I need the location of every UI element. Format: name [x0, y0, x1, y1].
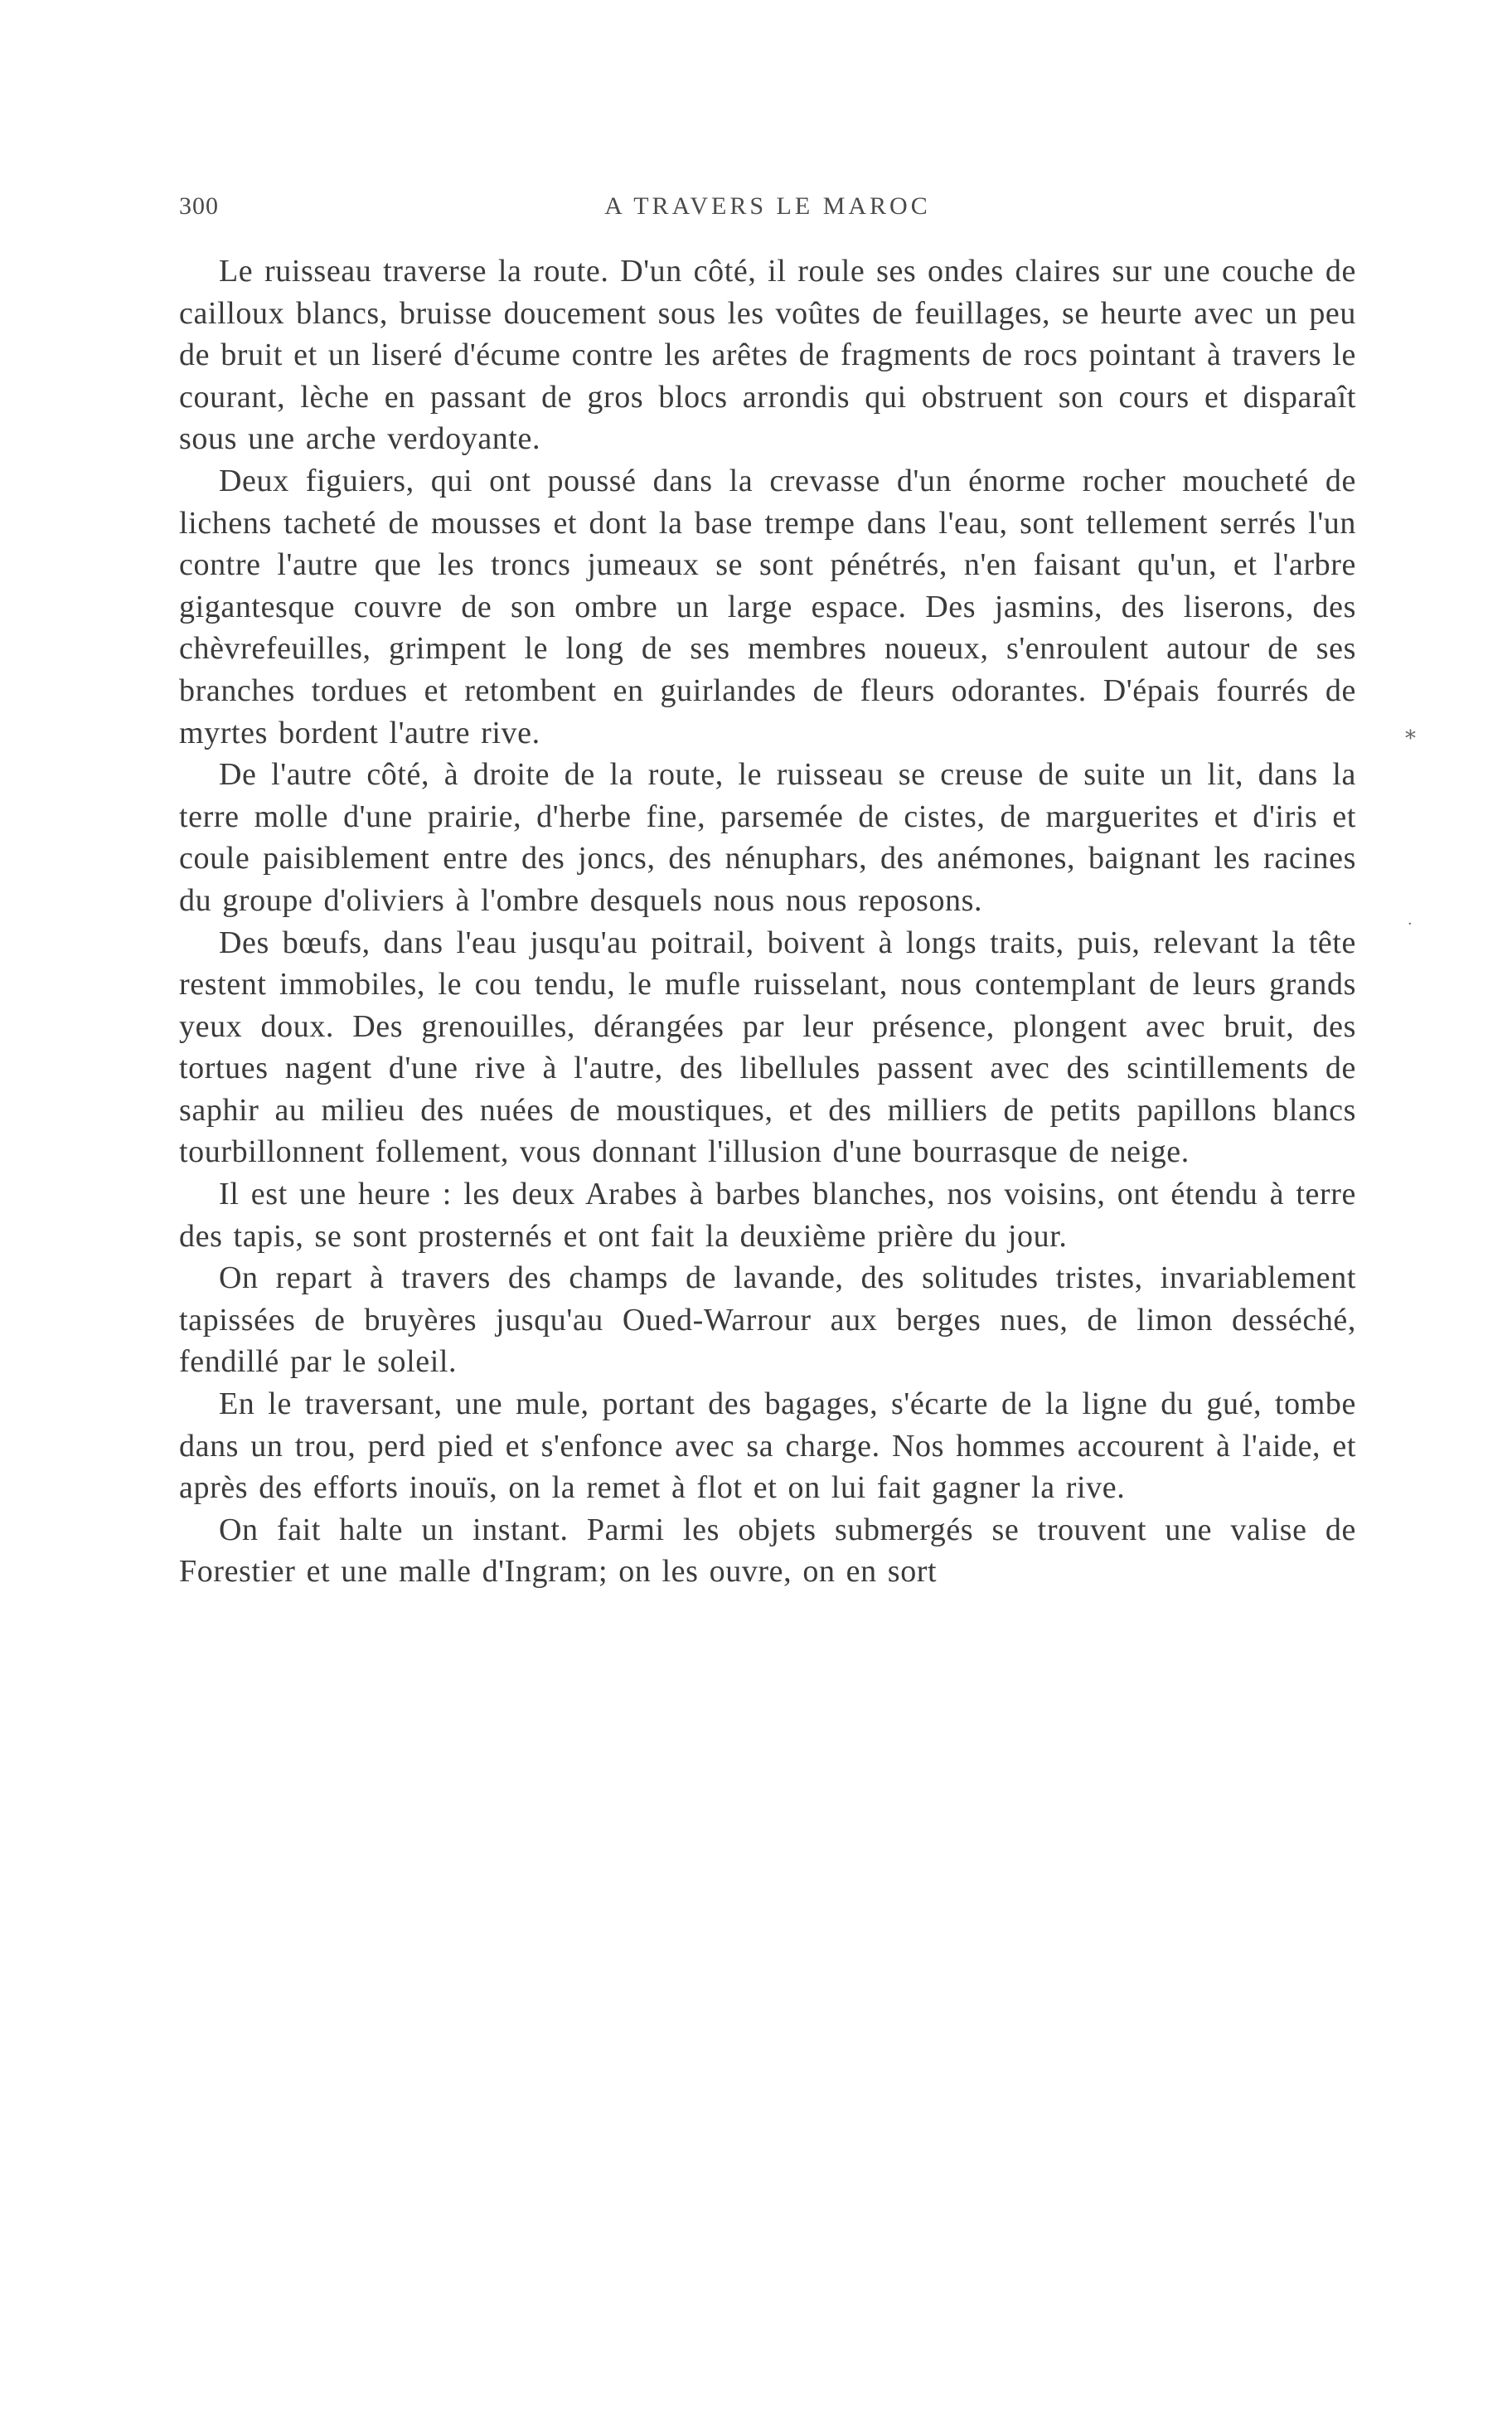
- paragraph-prayer: Il est une heure : les deux Arabes à barbes blanches, nos voisins, ont étendu à terre des tapis, se sont prosternés et ont fait la deuxième prière du jour.: [179, 1177, 1356, 1254]
- running-head: [179, 192, 1356, 226]
- margin-star-mark: *: [1405, 726, 1416, 751]
- body-text: [179, 250, 1356, 1593]
- paragraph-stream: Le ruisseau traverse la route. D'un côté, il roule ses ondes claires sur une couche de cailloux blancs, bruisse doucement sous les voûtes de feuillages, se heurte avec un peu de bruit et un liseré d'écume contre les arêtes de fragments de rocs pointant à travers le courant, lèche en passant de gros blocs arrondis qui obstruent son cours et disparaît sous une arche verdoyante.: [179, 254, 1356, 457]
- paragraph-lavender: On repart à travers des champs de lavande, des solitudes tristes, invariablement tapissées de bruyères jusqu'au Oued-Warrour aux berges nues, de limon desséché, fendillé par le soleil.: [179, 1260, 1356, 1380]
- paragraph-halt: On fait halte un instant. Parmi les objets submergés se trouvent une valise de Forestier et une malle d'Ingram; on les ouvre, on en sort: [179, 1512, 1356, 1590]
- paragraph-mule: En le traversant, une mule, portant des bagages, s'écarte de la ligne du gué, tombe dans un trou, perd pied et s'enfonce avec sa charge. Nos hommes accourent à l'aide, et après des efforts inouïs, on la remet à flot et on lui fait gagner la rive.: [179, 1386, 1356, 1506]
- paragraph-meadow: De l'autre côté, à droite de la route, le ruisseau se creuse de suite un lit, dans la terre molle d'une prairie, d'herbe fine, parsemée de cistes, de marguerites et d'iris et coule paisiblement entre des joncs, des nénuphars, des anémones, baignant les racines du groupe d'oliviers à l'ombre desquels nous nous reposons.: [179, 757, 1356, 918]
- paragraph-fig-trees: Deux figuiers, qui ont poussé dans la crevasse d'un énorme rocher moucheté de lichens tacheté de mousses et dont la base trempe dans l'eau, sont tellement serrés l'un contre l'autre que les troncs jumeaux se sont pénétrés, n'en faisant qu'un, et l'arbre gigantesque couvre de son ombre un large espace. Des jasmins, des liserons, des chèvrefeuilles, grimpent le long de ses membres noueux, s'enroulent autour de ses branches tordues et retombent en guirlandes de fleurs odorantes. D'épais fourrés de myrtes bordent l'autre rive.: [179, 463, 1356, 750]
- margin-dot-mark: ·: [1408, 915, 1413, 933]
- page-number: 300: [179, 192, 219, 220]
- running-title: A TRAVERS LE MAROC: [604, 192, 931, 220]
- paragraph-oxen: Des bœufs, dans l'eau jusqu'au poitrail, boivent à longs traits, puis, relevant la tête restent immobiles, le cou tendu, le mufle ruisselant, nous contemplant de leurs grands yeux doux. Des grenouilles, dérangées par leur présence, plongent avec bruit, des tortues nagent d'une rive à l'autre, des libellules passent avec des scintillements de saphir au milieu des nuées de moustiques, et des milliers de petits papillons blancs tourbillonnent follement, vous donnant l'illusion d'une bourrasque de neige.: [179, 925, 1356, 1170]
